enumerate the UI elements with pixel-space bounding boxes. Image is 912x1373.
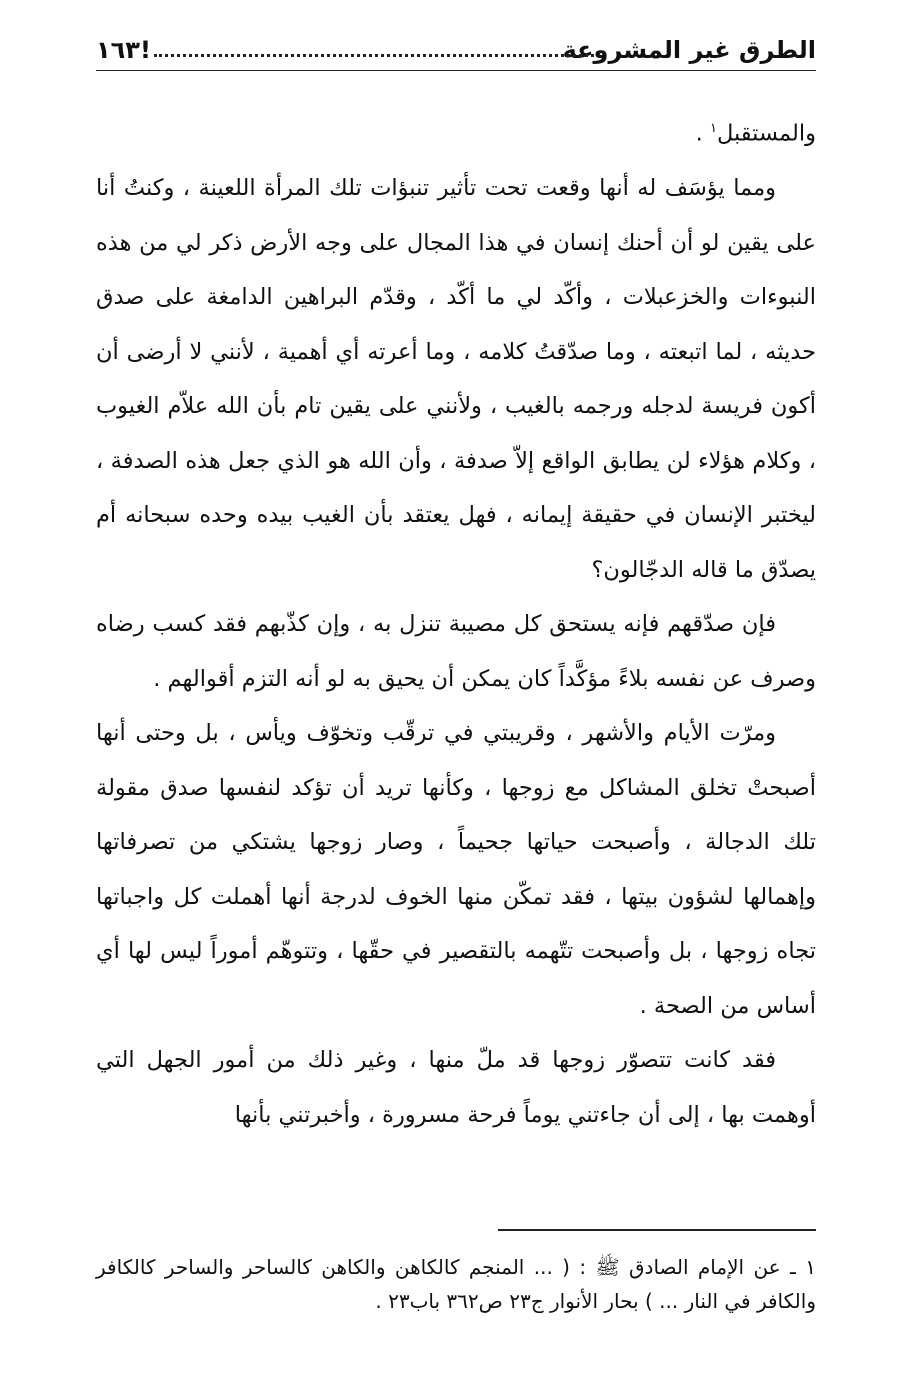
footnote-marker[interactable]: ١ <box>709 121 717 136</box>
dot-leader <box>154 54 594 57</box>
paragraph: فإن صدّقهم فإنه يستحق كل مصيبة تنزل به ، وإن كذّبهم فقد كسب رضاه وصرف عن نفسه بلاءً مؤكَّداً كان يمكن أن يحيق به لو أنه التزم أقوالهم . <box>96 611 816 692</box>
paragraph: والمستقبل$^١$ . <box>695 120 816 147</box>
paragraph: ومما يؤسَف له أنها وقعت تحت تأثير تنبؤات تلك المرأة اللعينة ، وكنتُ أنا على يقين لو أن أحنك إنسان في هذا المجال على وجه الأرض ذكر لي من هذه النبوءات والخزعبلات ، وأكّد لي ما أكّد ، وقدّم البراهين الدامغة على صدق حديثه ، لما اتبعته ، وما صدّقتُ كلامه ، وما أعرته أي أهمية ، لأنني لا أرضى أن أكون فريسة لدجله ورجمه بالغيب ، ولأنني على يقين تام بأن الله علاّم الغيوب ، وكلام هؤلاء لن يطابق الواقع إلاّ صدفة ، وأن الله هو الذي جعل هذه الصدفة ، ليختبر الإنسان في حقيقة إيمانه ، فهل يعتقد بأن الغيب بيده وحده سبحانه أم يصدّق ما قاله الدجّالون؟ <box>96 175 816 583</box>
paragraph: ومرّت الأيام والأشهر ، وقريبتي في ترقّب وتخوّف ويأس ، بل وحتى أنها أصبحتْ تخلق المشاكل مع زوجها ، وكأنها تريد أن تؤكد لنفسها صدق مقولة تلك الدجالة ، وأصبحت حياتها جحيماً ، وصار زوجها يشتكي من تصرفاتها وإهمالها لشؤون بيتها ، فقد تمكّن منها الخوف لدرجة أنها أهملت كل واجباتها تجاه زوجها ، بل وأصبحت تتّهمه بالتقصير في حقّها ، وتتوهّم أموراً ليس لها أي أساس من الصحة . <box>96 720 816 1019</box>
chapter-title: الطرق غير المشروعة <box>562 36 816 64</box>
footnote: ١ ـ عن الإمام الصادق ﷺ : ( ... المنجم كالكاهن والكاهن كالساحر والساحر كالكافر والكافر في النار ... ) بحار الأنوار ج٢٣ ص٣٦٢ باب٢٣ . <box>96 1255 816 1313</box>
running-header <box>96 30 816 71</box>
body-text <box>96 102 816 1142</box>
footnote-divider <box>498 1229 816 1231</box>
book-page <box>96 30 816 1350</box>
paragraph: فقد كانت تتصوّر زوجها قد ملّ منها ، وغير ذلك من أمور الجهل التي أوهمت بها ، إلى أن جاءتني يوماً فرحة مسرورة ، وأخبرتني بأنها <box>96 1047 816 1128</box>
page-number: !١٦٣ <box>96 36 151 64</box>
